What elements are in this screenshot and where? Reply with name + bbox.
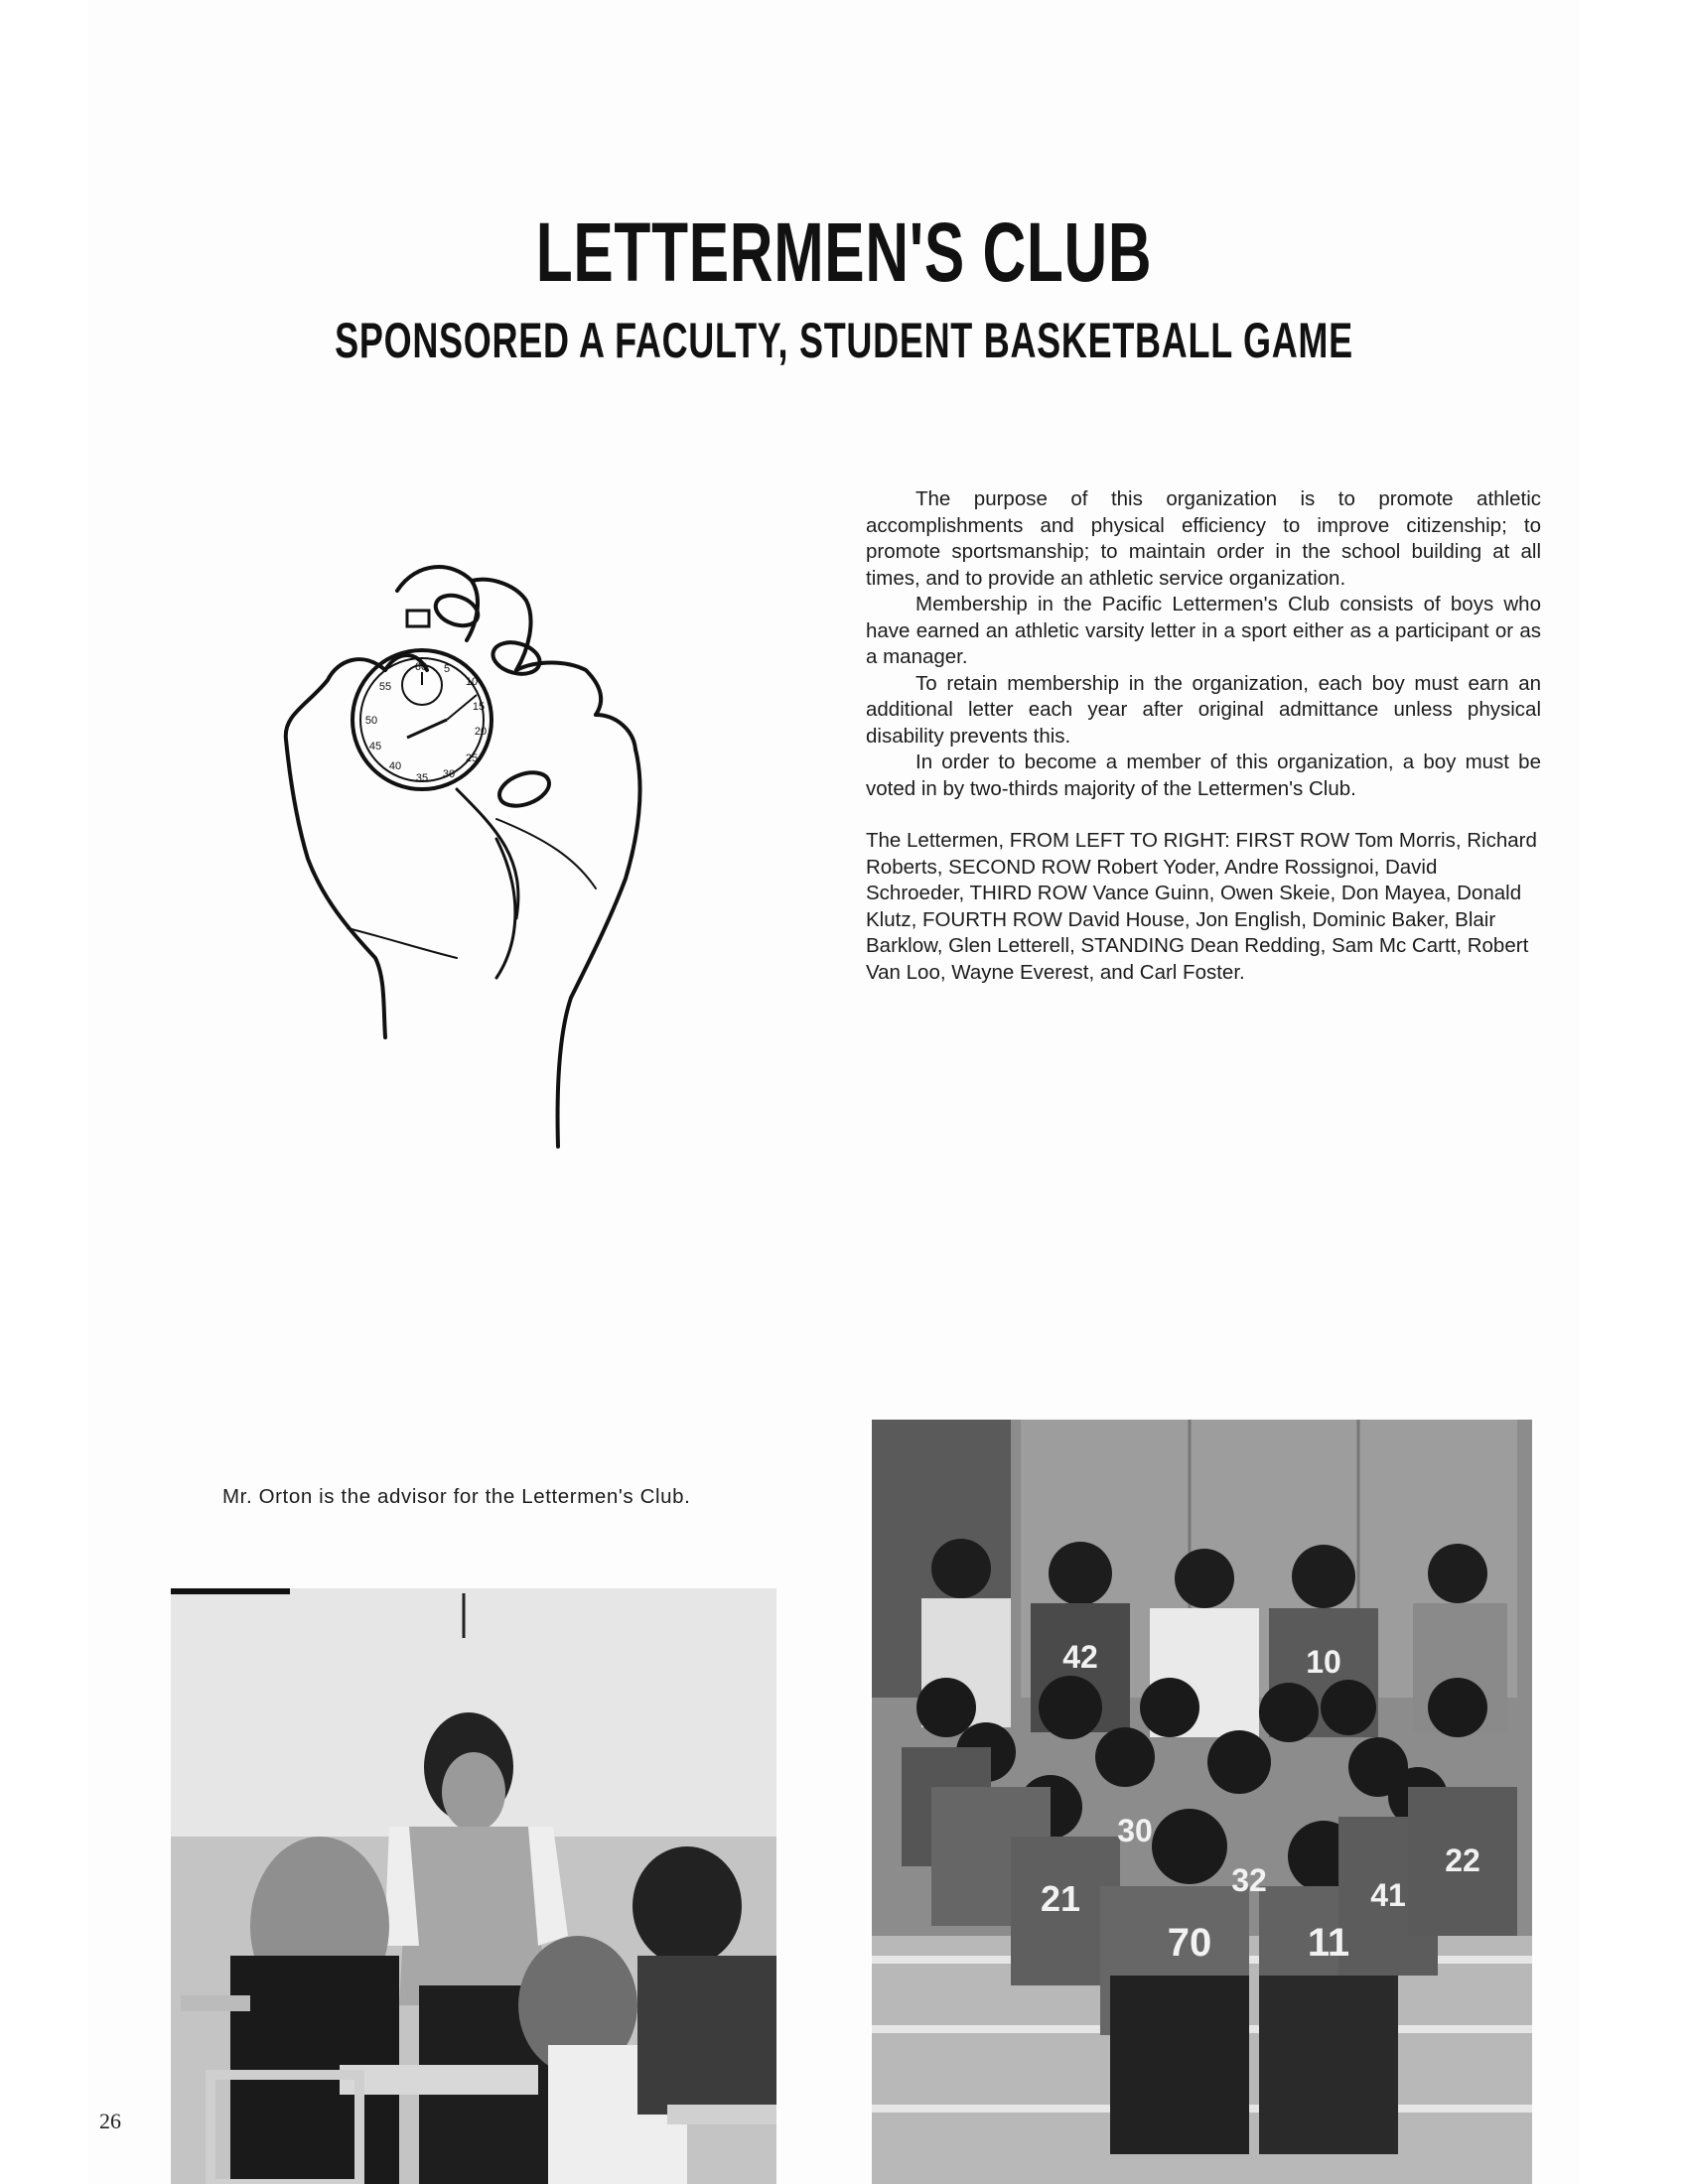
stopwatch bbox=[352, 611, 492, 789]
article-body bbox=[866, 486, 1541, 986]
dial-label: 20 bbox=[474, 726, 488, 738]
jersey-number: 42 bbox=[1062, 1639, 1098, 1675]
jersey-number: 11 bbox=[1307, 1921, 1350, 1965]
dial-label: 60 bbox=[414, 661, 428, 673]
jersey-number: 41 bbox=[1370, 1877, 1406, 1913]
dial-label: 40 bbox=[388, 760, 402, 772]
team-photo bbox=[872, 1420, 1532, 2184]
paragraph-voting: In order to become a member of this organization, a boy must be voted in by two-thirds majority of the Lettermen's Club. bbox=[866, 751, 1541, 800]
paragraph-retention: To retain membership in the organization, each boy must earn an additional letter each year after original admittance unless physical disability prevents this. bbox=[866, 671, 1541, 748]
jersey-number: 30 bbox=[1117, 1813, 1153, 1848]
jersey-number: 70 bbox=[1167, 1921, 1212, 1965]
dial-label: 10 bbox=[465, 676, 479, 688]
stopwatch-hand-illustration bbox=[268, 541, 665, 1157]
jersey-number: 10 bbox=[1306, 1644, 1341, 1680]
dial-label: 50 bbox=[364, 715, 378, 727]
page-title: LETTERMEN'S CLUB bbox=[535, 205, 1153, 300]
jersey-number: 22 bbox=[1445, 1843, 1480, 1878]
dial-label: 55 bbox=[378, 681, 392, 693]
dial-label: 15 bbox=[472, 701, 486, 713]
team-photo-names-caption: The Lettermen, FROM LEFT TO RIGHT: FIRST ROW Tom Morris, Richard Roberts, SECOND ROW Robert Yoder, Andre Rossignoi, David Schroeder, THIRD ROW Vance Guinn, Owen Skeie, Don Mayea, Donald Klutz, FOURTH ROW David House, Jon English, Dominic Baker, Blair Barklow, Glen Letterell, STANDING Dean Redding, Sam Mc Cartt, Robert Van Loo, Wayne Everest, and Carl Foster. bbox=[866, 829, 1537, 984]
paragraph-membership: Membership in the Pacific Lettermen's Club consists of boys who have earned an athletic varsity letter in a sport either as a participant or as a manager. bbox=[866, 593, 1541, 668]
advisor-photo bbox=[171, 1588, 776, 2184]
dial-label: 5 bbox=[443, 663, 451, 675]
paragraph-purpose: The purpose of this organization is to promote athletic accomplishments and physical efficiency to improve citizenship; to promote sportsmanship; to maintain order in the school building at all times, and to provide an athletic service organization. bbox=[866, 487, 1541, 590]
dial-label: 35 bbox=[415, 772, 429, 784]
jersey-number: 21 bbox=[1040, 1878, 1081, 1919]
page-number: 26 bbox=[99, 2109, 121, 2133]
advisor-photo-caption: Mr. Orton is the advisor for the Lettermen's Club. bbox=[222, 1485, 691, 1508]
hand-stopwatch-icon bbox=[268, 541, 665, 1157]
page-subtitle: SPONSORED A FACULTY, STUDENT BASKETBALL GAME bbox=[335, 312, 1353, 368]
dial-label: 30 bbox=[442, 768, 456, 780]
dial-label: 25 bbox=[465, 752, 479, 764]
dial-label: 45 bbox=[368, 741, 382, 752]
jersey-number: 32 bbox=[1231, 1862, 1267, 1898]
